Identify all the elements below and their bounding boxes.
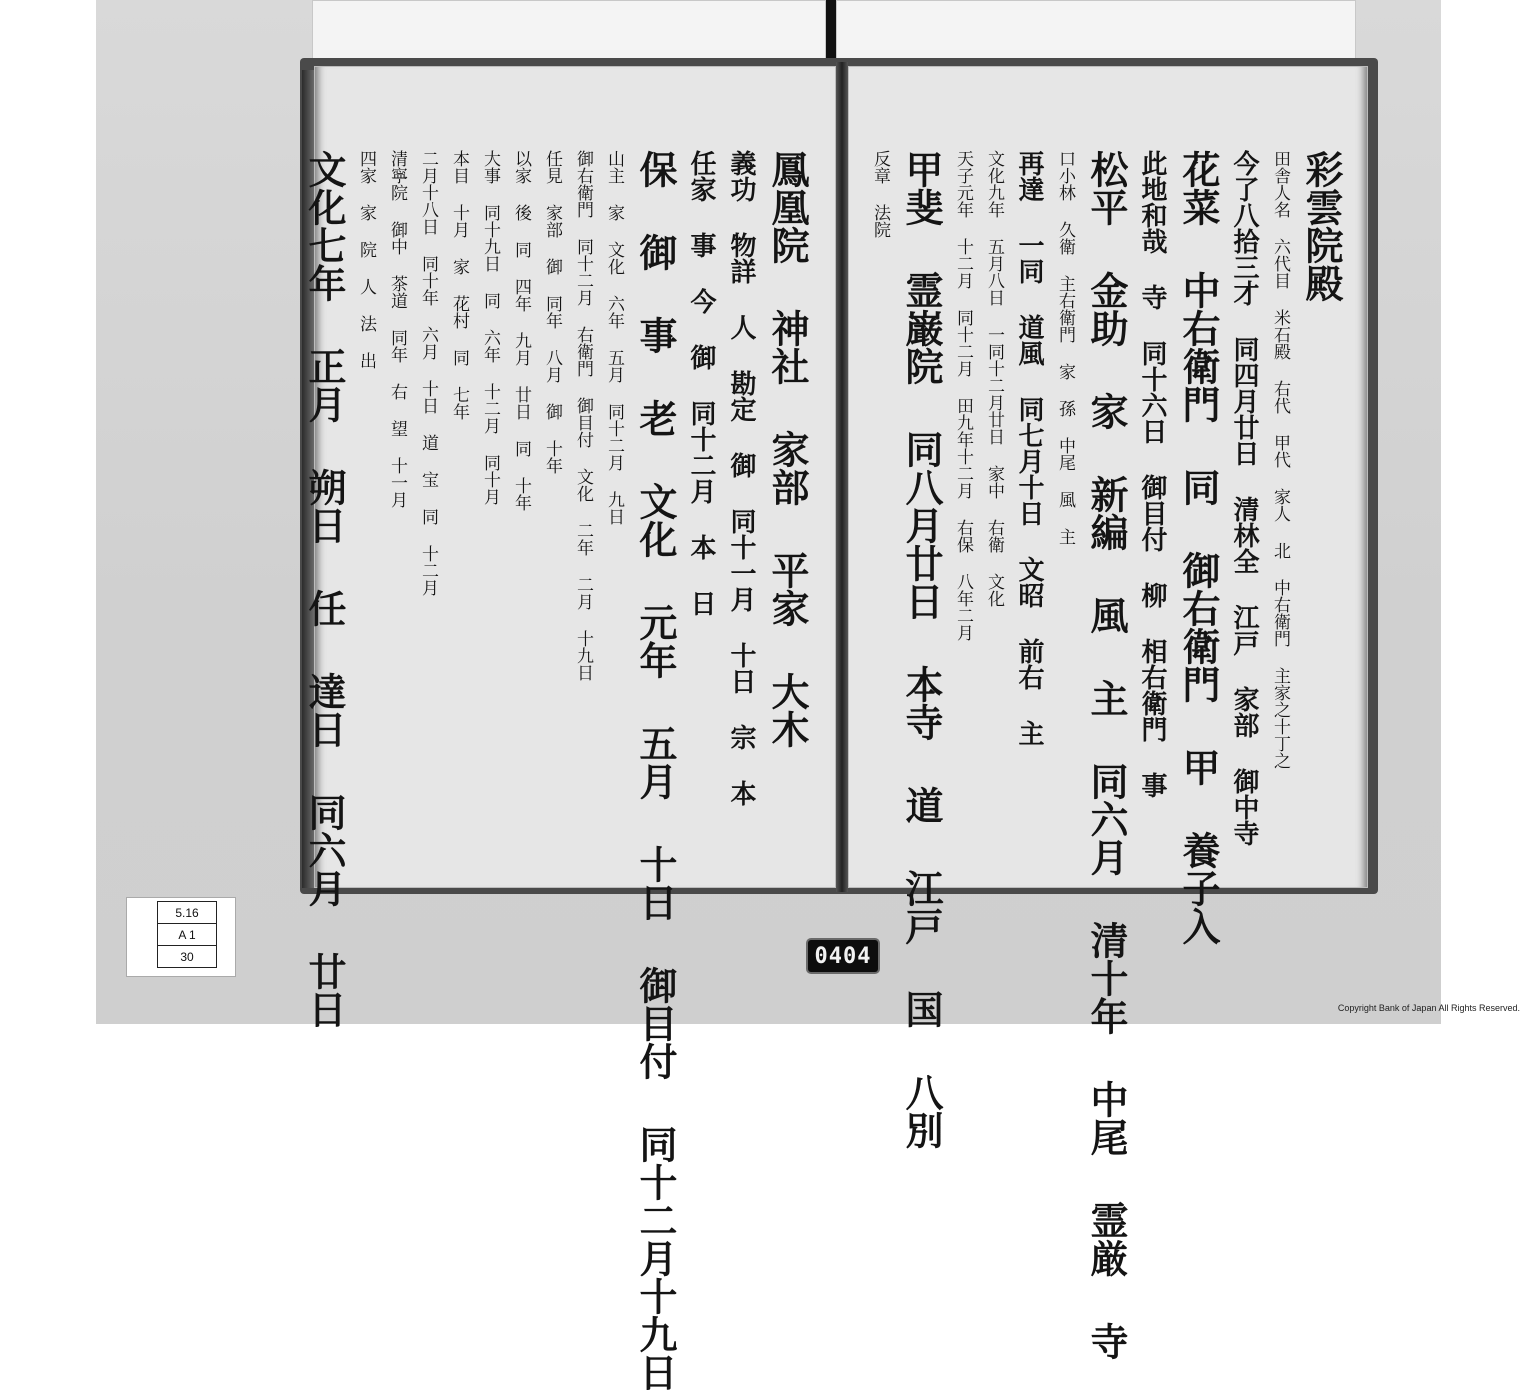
catalog-label-row: 30: [158, 946, 217, 968]
catalog-label-row: A 1: [158, 924, 217, 946]
text-column: 甲斐 霊巌院 同八月廿日 本寺 道 江戸 国 八別: [899, 150, 944, 1149]
text-column: 反章 法院: [870, 150, 890, 238]
text-column: 田舎人名 六代目 米石殿 右代 甲代 家人 北 中右衛門 主家之十丁之: [1270, 150, 1290, 769]
text-column: 以家 後 同 四年 九月 廿日 同 十年: [511, 150, 531, 511]
text-column: 口小林 久衛 主右衛門 家 孫 中尾 風 主: [1055, 150, 1075, 545]
catalog-label-row: 5.16: [158, 902, 217, 924]
text-column: 任家 事 今 御 同十二月 本 日: [686, 150, 716, 616]
text-column: 天子元年 十二月 同十二月 田九年十二月 右保 八年二月: [953, 150, 973, 641]
text-column: 文化九年 五月八日 一同十二月廿日 家中 右衛 文化: [984, 150, 1004, 607]
text-column: 花菜 中右衛門 同 御右衛門 甲 養子入: [1176, 150, 1221, 945]
text-column: 義功 物詳 人 勘定 御 同十一月 十日 宗 本: [726, 150, 756, 806]
text-column: 四家 家 院 人 法 出: [356, 150, 376, 369]
text-column: 再達 一同 道風 同七月十日 文昭 前右 主: [1014, 150, 1044, 746]
right-page-text: [870, 150, 1344, 1360]
text-column: 保 御 事 老 文化 元年 五月 十日 御目付 同十二月十九日: [633, 150, 678, 1391]
text-column: 山主 家 文化 六年 五月 同十二月 九日: [604, 150, 624, 525]
copyright-notice: Copyright Bank of Japan All Rights Reserved.: [1337, 1003, 1520, 1013]
text-column: 御右衛門 同十二月 右衛門 御目付 文化 二年 二月 十九日: [573, 150, 593, 681]
catalog-label: [157, 901, 217, 968]
text-column: 今了八拾三才 同四月廿日 清林全 江戸 家部 御中寺: [1229, 150, 1259, 846]
text-column: 本目 十月 家 花村 同 七年: [449, 150, 469, 420]
text-column: 二月十八日 同十年 六月 十日 道 宝 同 十二月: [418, 150, 438, 596]
text-column: 任見 家部 御 同年 八月 御 十年: [542, 150, 562, 474]
text-column: 松平 金助 家 新編 風 主 同六月 清十年 中尾 霊厳 寺: [1084, 150, 1129, 1360]
text-column: 清寧院 御中 茶道 同年 右 望 十一月: [387, 150, 407, 508]
text-column: 大事 同十九日 同 六年 十二月 同十月: [480, 150, 500, 505]
text-column: 彩雲院殿: [1299, 150, 1344, 302]
text-column: 此地和哉 寺 同十六日 御目付 柳 相右衛門 事: [1137, 150, 1167, 798]
frame-counter: 0404: [808, 940, 878, 972]
text-column: 文化七年 正月 朔日 任 達日 同六月 廿日: [302, 150, 347, 1028]
text-column: 鳳凰院 神社 家部 平家 大木: [765, 150, 810, 748]
left-page-text: [302, 150, 810, 1391]
book-spine: [836, 62, 848, 892]
